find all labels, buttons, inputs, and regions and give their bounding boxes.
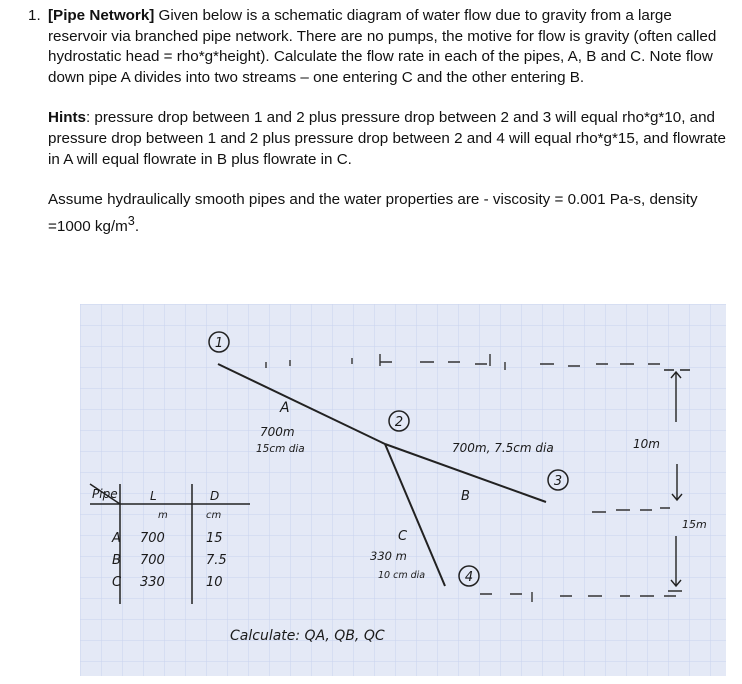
table-row-c-d: 10 (206, 575, 223, 590)
hints-text: : pressure drop between 1 and 2 plus pressure drop between 2 and 3 will equal rho*g*10, and pressure drop between 1 and 2 plus pressure drop between 2 and 4 will equal rho*g*15, and flowrate in A will equal flowrate in B plus flowrate in C. (48, 109, 726, 168)
table-header-l: L (150, 489, 157, 503)
pipe-a-label: A (280, 400, 290, 416)
pipe-c-label: C (398, 529, 408, 544)
table-header-d: D (210, 489, 220, 503)
question-number: 1. (28, 7, 41, 24)
pipe-c-length: 330 m (370, 549, 407, 563)
graph-paper-background (80, 304, 726, 676)
assumptions-sup: 3 (127, 213, 135, 228)
question-intro-text: Given below is a schematic diagram of water flow due to gravity from a large reservoir via branched pipe network. There are no pumps, the motive for flow is gravity (often called hydrostatic head = rho*g*height). Calculate the flow rate in each of the pipes, A, B and C. Note flow down pipe A divides into two streams – one entering C and the other entering B. (48, 7, 717, 86)
height-15m: 15m (682, 518, 707, 531)
pipe-b-info: 700m, 7.5cm dia (452, 441, 554, 455)
pipe-c-dia: 10 cm dia (378, 570, 426, 581)
table-row-a-d: 15 (206, 531, 223, 546)
question-block (28, 6, 728, 237)
question-intro (48, 6, 728, 88)
hints-paragraph (48, 108, 728, 170)
node-3-label: 3 (553, 474, 563, 489)
calculate-note: Calculate: QA, QB, QC (230, 628, 385, 644)
hints-label: Hints (48, 109, 86, 127)
pipe-b-label: B (461, 489, 470, 504)
height-10m: 10m (633, 437, 660, 451)
question-title: [Pipe Network] (48, 7, 155, 24)
node-4-label: 4 (464, 570, 474, 585)
pipe-network-diagram (80, 304, 726, 676)
node-1-label: 1 (214, 336, 224, 351)
assumptions-end: . (134, 217, 140, 235)
table-row-a-pipe: A (112, 531, 121, 546)
table-row-c-pipe: C (112, 575, 122, 590)
table-row-a-l: 700 (140, 531, 165, 546)
table-unit-d: cm (206, 510, 222, 521)
node-2-label: 2 (394, 415, 404, 430)
table-row-c-l: 330 (140, 575, 165, 590)
pipe-a-dia: 15cm dia (256, 443, 305, 455)
assumptions-paragraph (48, 190, 728, 237)
table-unit-l: m (158, 510, 168, 521)
assumptions-text: Assume hydraulically smooth pipes and the water properties are - viscosity = 0.001 Pa-s, density =1000 kg/m (48, 191, 698, 235)
table-row-b-d: 7.5 (206, 553, 227, 568)
table-row-b-pipe: B (112, 553, 121, 568)
table-row-b-l: 700 (140, 553, 165, 568)
pipe-a-length: 700m (260, 425, 295, 439)
table-header-pipe: Pipe (92, 487, 118, 501)
